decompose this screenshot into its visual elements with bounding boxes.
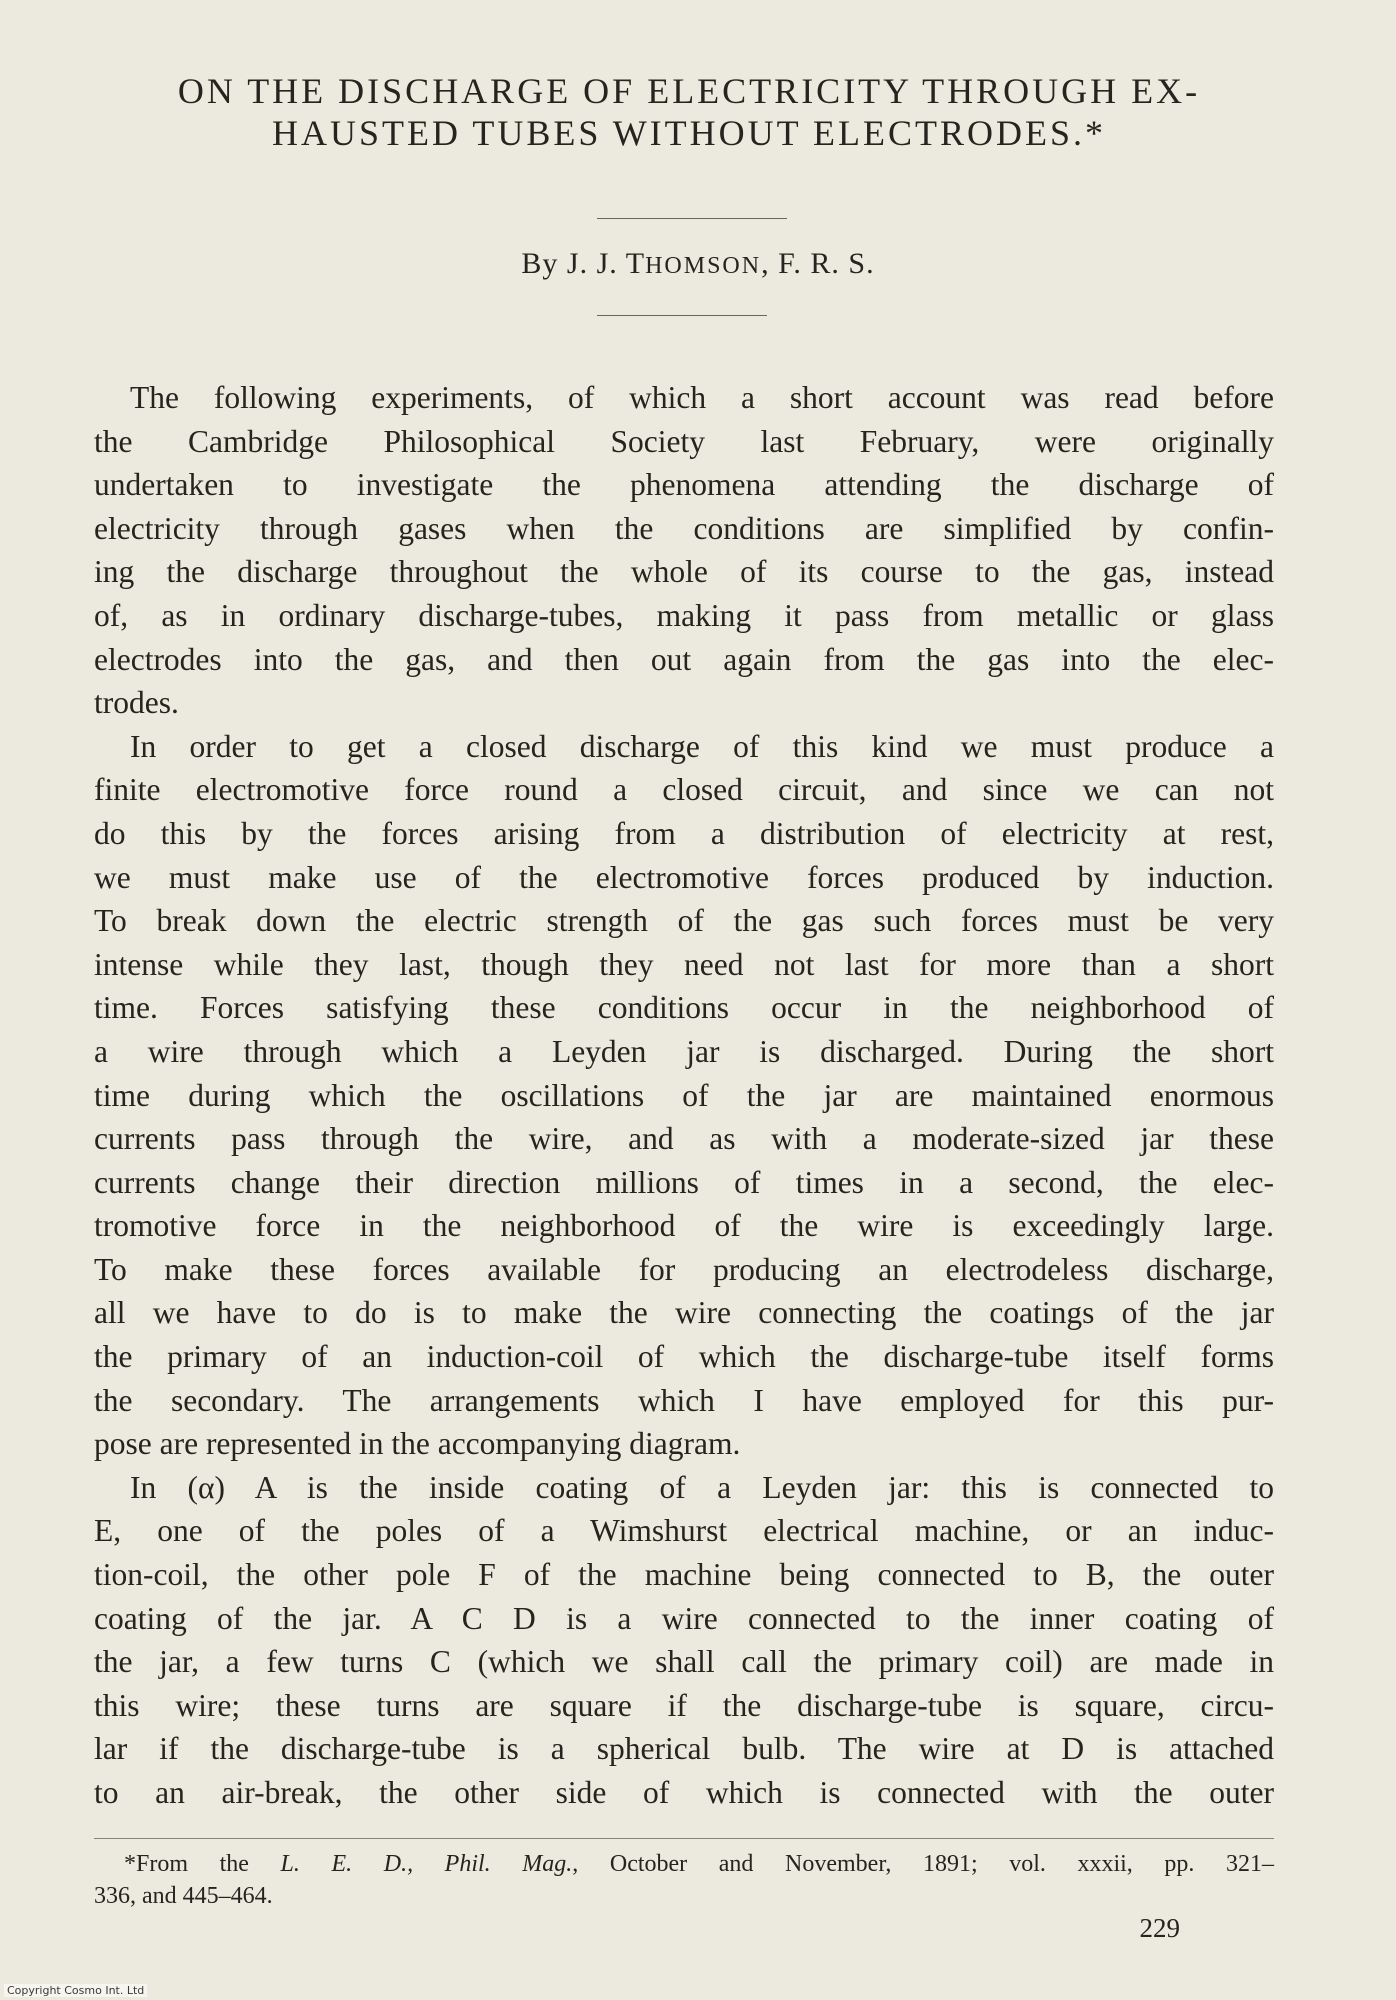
text-line: In order to get a closed discharge of this kind we must produce a [130, 728, 1274, 764]
text-line: do this by the forces arising from a distribution of electricity at rest, [94, 815, 1274, 851]
text-line: ing the discharge throughout the whole of its course to the gas, instead [94, 554, 1274, 590]
byline-suffix: , F. R. S. [761, 247, 875, 280]
text-line: we must make use of the electromotive forces produced by induction. [94, 859, 1274, 895]
text-line: The following experiments, of which a short account was read before [130, 380, 1274, 415]
byline-divider [597, 315, 767, 316]
byline-prefix: By J. J. [521, 247, 626, 280]
article-title [100, 70, 1278, 154]
text-line: tion-coil, the other pole F of the machine being connected to B, the outer [94, 1557, 1274, 1593]
article-body [94, 376, 1274, 1815]
text-line: currents pass through the wire, and as with a moderate-sized jar these [94, 1121, 1274, 1157]
copyright-watermark: Copyright Cosmo Int. Ltd [4, 1984, 147, 1997]
text-line: In (α) A is the inside coating of a Leyden jar: this is connected to [130, 1469, 1274, 1505]
text-line: time. Forces satisfying these conditions occur in the neighborhood of [94, 990, 1274, 1026]
footnote-line-2: 336, and 445–464. [94, 1883, 273, 1909]
text-line: finite electromotive force round a closed circuit, and since we can not [94, 772, 1274, 808]
text-line: a wire through which a Leyden jar is discharged. During the short [94, 1033, 1274, 1069]
title-line-1: ON THE DISCHARGE OF ELECTRICITY THROUGH EX- [177, 71, 1201, 111]
text-line: To make these forces available for producing an electrodeless discharge, [94, 1251, 1274, 1287]
text-line: time during which the oscillations of the jar are maintained enormous [94, 1077, 1274, 1113]
text-line: of, as in ordinary discharge-tubes, making it pass from metallic or glass [94, 597, 1274, 633]
paragraph-2 [94, 725, 1274, 1466]
text-line: currents change their direction millions of times in a second, the elec- [94, 1164, 1274, 1200]
paragraph-3 [94, 1466, 1274, 1815]
text-line: the primary of an induction-coil of which the discharge-tube itself forms [94, 1339, 1274, 1375]
text-line: the secondary. The arrangements which I have employed for this pur- [94, 1382, 1274, 1418]
paragraph-1 [94, 376, 1274, 725]
title-line-2: HAUSTED TUBES WITHOUT ELECTRODES.* [272, 113, 1106, 153]
text-line: the Cambridge Philosophical Society last February, were originally [94, 423, 1274, 459]
text-line: all we have to do is to make the wire connecting the coatings of the jar [94, 1295, 1274, 1331]
text-line: lar if the discharge-tube is a spherical bulb. The wire at D is attached [94, 1731, 1274, 1767]
byline-surname-initial: T [625, 247, 646, 280]
footnote-line-1 [94, 1848, 1274, 1880]
byline-surname-rest: HOMSON [645, 253, 762, 279]
footnote-rest: , October and November, 1891; vol. xxxii, pp. 321– [572, 1851, 1275, 1877]
text-line: undertaken to investigate the phenomena attending the discharge of [94, 467, 1274, 503]
title-divider [597, 218, 787, 219]
text-line: the jar, a few turns C (which we shall call the primary coil) are made in [94, 1644, 1274, 1680]
footnote-source: L. E. D., Phil. Mag. [280, 1851, 573, 1877]
text-line: to an air-break, the other side of which is connected with the outer [94, 1775, 1274, 1810]
footnote [94, 1848, 1274, 1912]
text-line: pose are represented in the accompanying diagram. [94, 1426, 741, 1462]
text-line: electricity through gases when the conditions are simplified by confin- [94, 510, 1274, 546]
footnote-prefix: *From the [124, 1851, 281, 1877]
text-line: To break down the electric strength of the gas such forces must be very [94, 903, 1274, 939]
text-line: trodes. [94, 685, 179, 721]
text-line: E, one of the poles of a Wimshurst electrical machine, or an induc- [94, 1513, 1274, 1549]
text-line: this wire; these turns are square if the discharge-tube is square, circu- [94, 1687, 1274, 1723]
text-line: tromotive force in the neighborhood of the wire is exceedingly large. [94, 1208, 1274, 1244]
author-byline [0, 247, 1396, 281]
text-line: coating of the jar. A C D is a wire connected to the inner coating of [94, 1600, 1274, 1636]
footnote-divider [94, 1838, 1274, 1839]
page-number: 229 [1139, 1913, 1180, 1943]
text-line: intense while they last, though they need not last for more than a short [94, 946, 1274, 982]
text-line: electrodes into the gas, and then out again from the gas into the elec- [94, 641, 1274, 677]
